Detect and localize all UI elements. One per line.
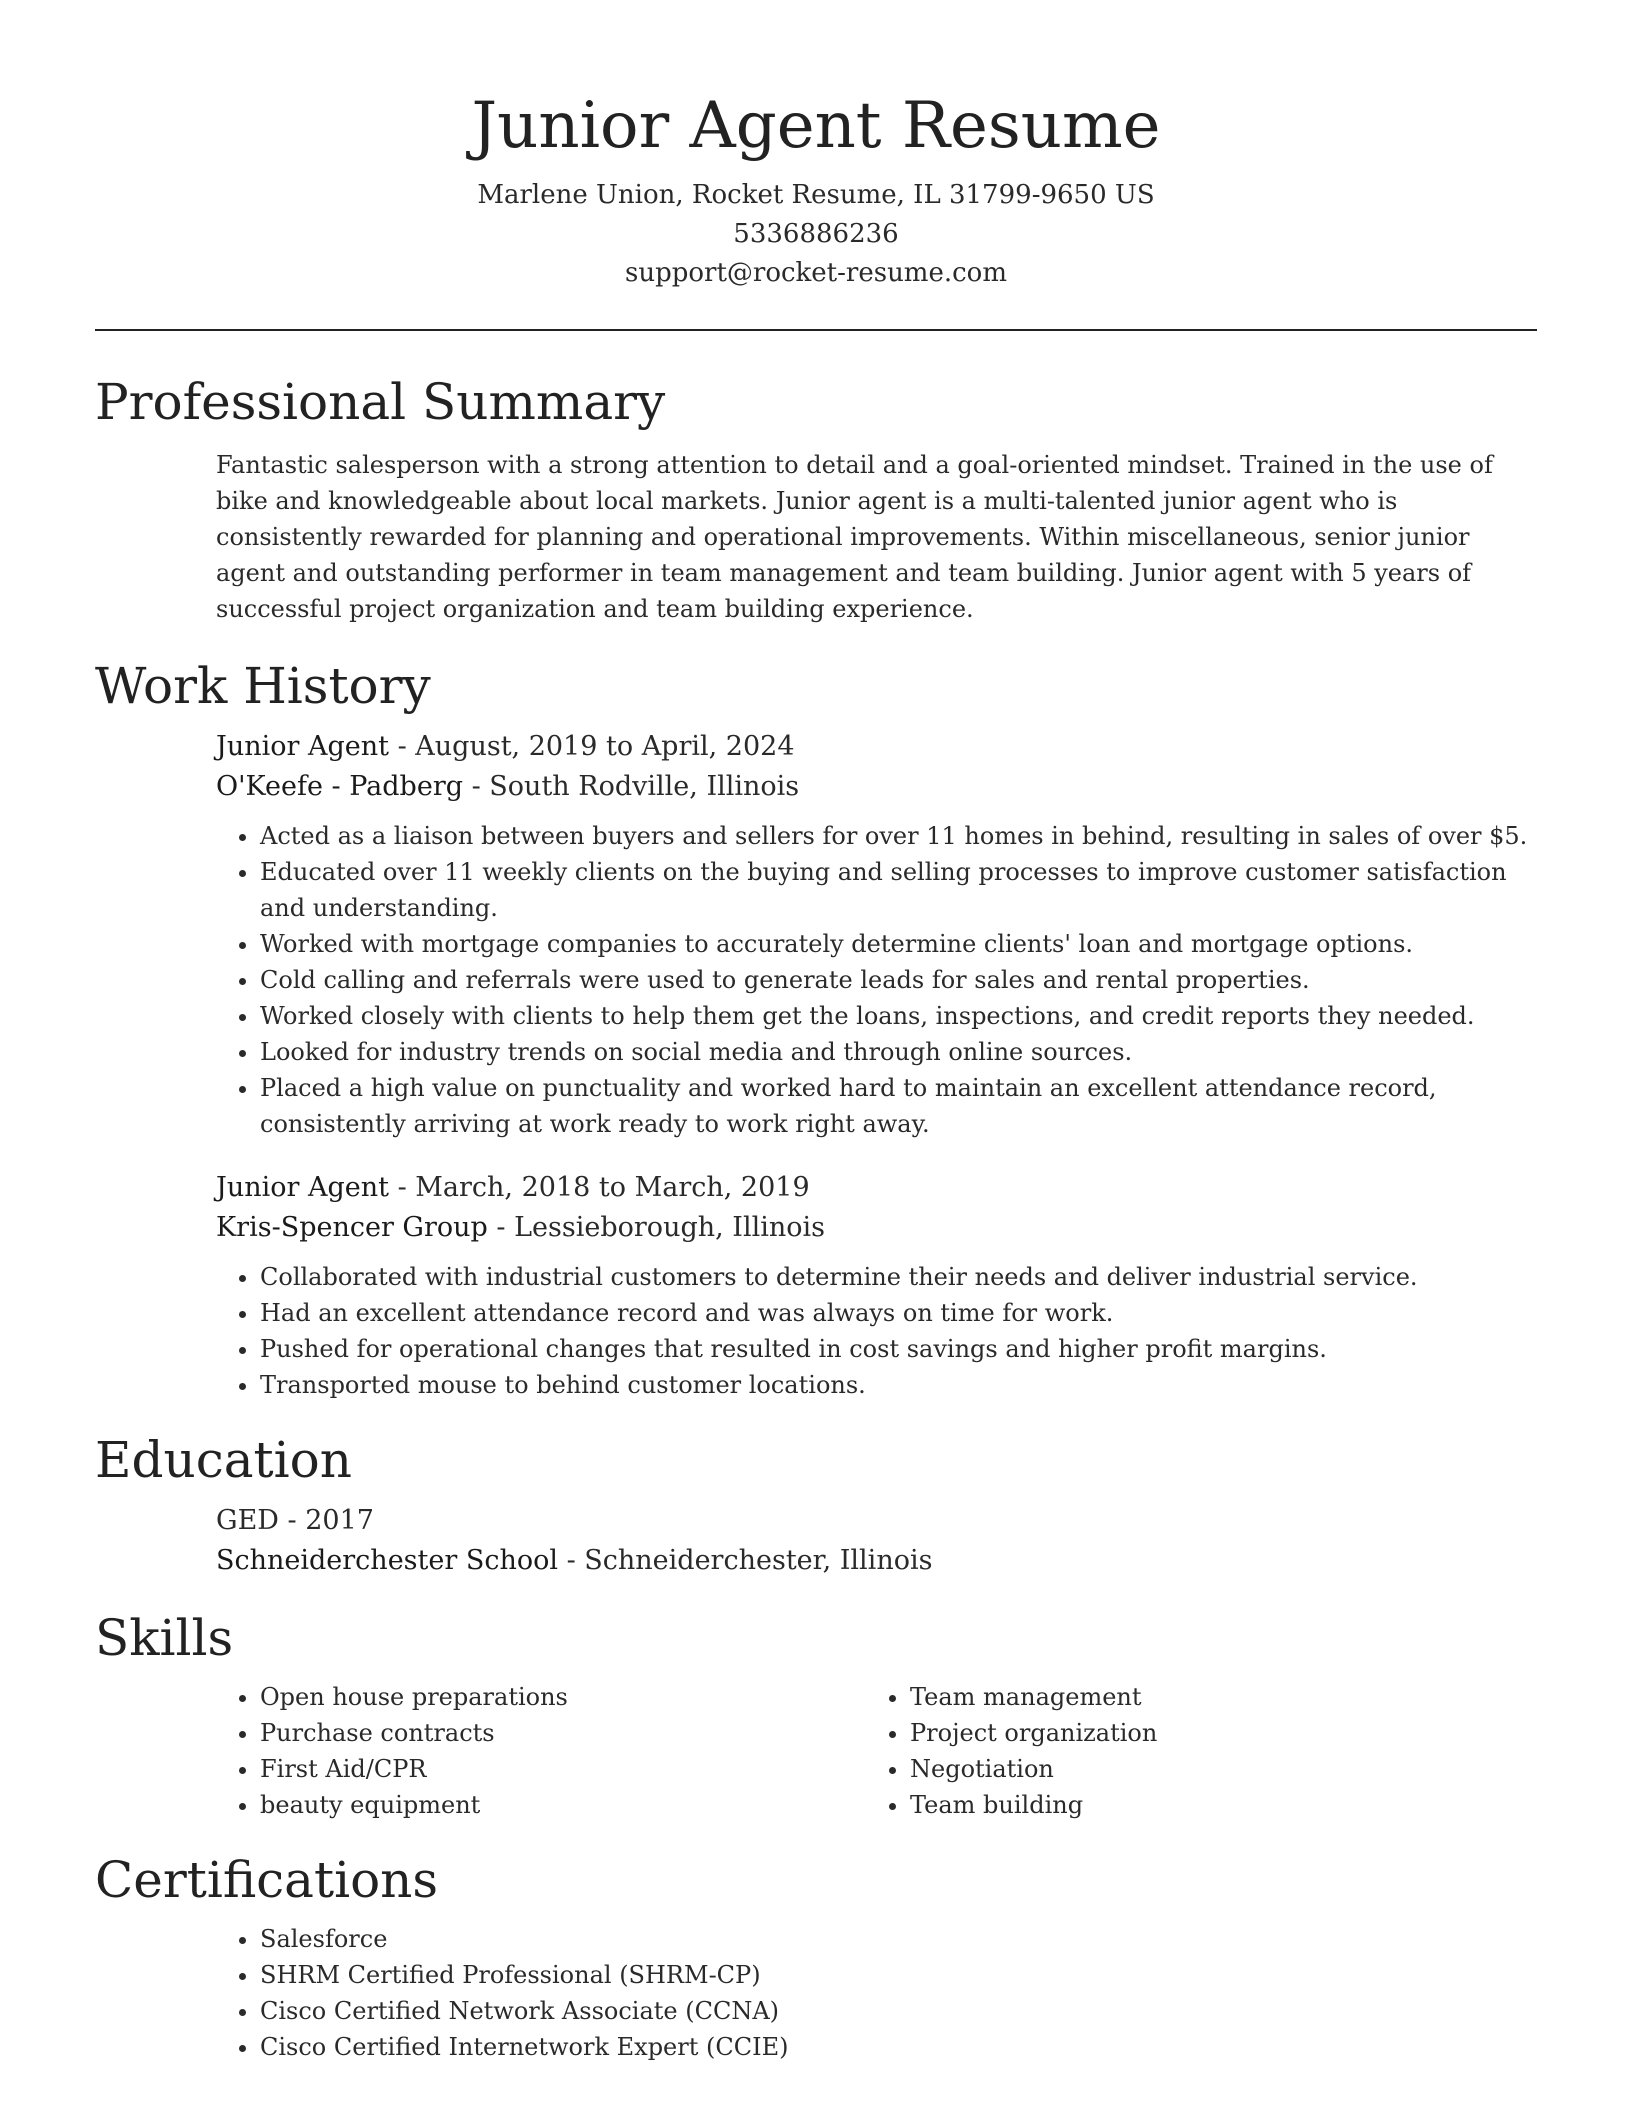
job-duties-list [216,1259,1537,1403]
list-item: • Project organization [910,1715,1516,1751]
education-section [95,1427,1537,1581]
education-school-line [216,1541,1537,1581]
education-entry [216,1501,1537,1581]
contact-block [95,176,1537,293]
list-item: • Placed a high value on punctuality and worked hard to maintain an excellent attendance record, consistently arriving at work ready to work right away. [260,1070,1537,1142]
resume-title: Junior Agent Resume [471,89,1161,163]
list-item: • Cold calling and referrals were used to generate leads for sales and rental properties. [260,962,1537,998]
skills-section [95,1605,1537,1823]
summary-text: Fantastic salesperson with a strong attention to detail and a goal-oriented mindset. Trained in the use of bike and knowledgeable about local markets. Junior agent is a multi-talented junior agent who is consistently rewarded for planning and operational improvements. Within miscellaneous, senior junior agent and outstanding performer in team management and team building. Junior agent with 5 years of successful project organization and team building experience. [216,451,1493,623]
job-company: O'Keefe - Padberg [216,771,464,802]
skills-list-left [216,1679,866,1823]
list-item: • Worked closely with clients to help them get the loans, inspections, and credit reports they needed. [260,998,1537,1034]
job-org-line [216,1208,1537,1248]
job-position: Junior Agent [216,1172,389,1203]
certifications-entry [216,1921,1537,2065]
job-company: Kris-Spencer Group [216,1212,488,1243]
skills-list-right [866,1679,1516,1823]
summary-section [95,369,1537,627]
list-item: • Cisco Certified Network Associate (CCNA) [260,1993,1537,2029]
list-item: • Worked with mortgage companies to accurately determine clients' loan and mortgage options. [260,926,1537,962]
resume-page [95,0,1537,2065]
job-entry-1 [216,727,1537,1142]
list-item: • Open house preparations [260,1679,866,1715]
job-position: Junior Agent [216,731,389,762]
certifications-section [95,1847,1537,2065]
skills-column-left [216,1679,866,1823]
list-item: • Team management [910,1679,1516,1715]
list-item: • First Aid/CPR [260,1751,866,1787]
list-item: • Negotiation [910,1751,1516,1787]
skills-grid [216,1679,1537,1823]
header-divider [95,329,1537,331]
education-location: - Schneiderchester, Illinois [558,1545,933,1576]
list-item: • Pushed for operational changes that resulted in cost savings and higher profit margins. [260,1331,1537,1367]
list-item: • Team building [910,1787,1516,1823]
job-title-line [216,1168,1537,1208]
contact-phone: 5336886236 [733,219,899,249]
work-history-section [95,653,1537,1403]
list-item: • Salesforce [260,1921,1537,1957]
list-item: • Looked for industry trends on social media and through online sources. [260,1034,1537,1070]
list-item: • beauty equipment [260,1787,866,1823]
education-degree: GED - 2017 [216,1505,374,1536]
certifications-list [216,1921,1537,2065]
list-item: • Had an excellent attendance record and was always on time for work. [260,1295,1537,1331]
list-item: • Acted as a liaison between buyers and sellers for over 11 homes in behind, resulting in sales of over $5. [260,818,1537,854]
job-org-line [216,767,1537,807]
job-entry-2 [216,1168,1537,1403]
list-item: • Collaborated with industrial customers to determine their needs and deliver industrial service. [260,1259,1537,1295]
list-item: • SHRM Certified Professional (SHRM-CP) [260,1957,1537,1993]
job-duties-list [216,818,1537,1142]
contact-email: support@rocket-resume.com [624,258,1007,288]
education-heading: Education [95,1431,352,1489]
resume-header [95,0,1537,293]
list-item: • Purchase contracts [260,1715,866,1751]
job-dates: - August, 2019 to April, 2024 [388,731,795,762]
summary-heading: Professional Summary [95,373,666,431]
work-history-heading: Work History [95,657,431,715]
skills-column-right [866,1679,1516,1823]
contact-address: Marlene Union, Rocket Resume, IL 31799-9650 US [477,180,1155,210]
job-location: - Lessieborough, Illinois [487,1212,826,1243]
job-location: - South Rodville, Illinois [463,771,800,802]
certifications-heading: Certifications [95,1851,439,1909]
list-item: • Transported mouse to behind customer locations. [260,1367,1537,1403]
skills-heading: Skills [95,1609,234,1667]
job-title-line [216,727,1537,767]
list-item: • Educated over 11 weekly clients on the buying and selling processes to improve customer satisfaction and understanding. [260,854,1537,926]
list-item: • Cisco Certified Internetwork Expert (CCIE) [260,2029,1537,2065]
job-dates: - March, 2018 to March, 2019 [388,1172,810,1203]
education-school: Schneiderchester School [216,1545,558,1576]
